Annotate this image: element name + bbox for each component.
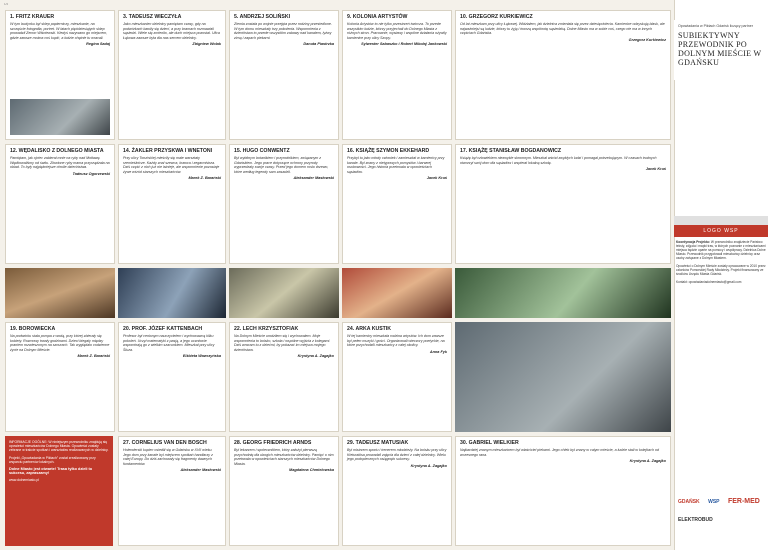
story-card: 15. HUGO CONWENTZ Był wybitnym botanikiem i przyrodnikiem, związanym z Gdańskiem. Jego prace dotyczące ochrony przyrody wyprzedzały swoje czasy. Przed jego domem rosło drzewo, które według legendy sam zasadził. Aleksander Masłowski <box>229 144 339 264</box>
story-card: 20. PROF. JÓZEF KATTENBACH Profesor był cenionym nauczycielem i wychowawcą kilku pokoleń. Uczył matematyki z pasją, a jego uczniowie wspominają go z wielkim szacunkiem. Mieszkał przy ulicy Śluza. Elżbieta Wawrzyńska <box>118 322 226 432</box>
photo-panorama <box>455 322 671 432</box>
story-card: 10. GRZEGORZ KURKIEWICZ Od lat mieszkam przy ulicy Łąkowej. Widziałem, jak dzielnica zmieniała się przez dziesięciolecia. Kamienice odzyskują blask, ale najważniejsi są ludzie, którzy tu żyją i tworzą wspólnotę sąsiedzką. Dolne Miasto ma w sobie coś, czego nie ma w innych częściach Gdańska. Grzegorz Kurkiewicz <box>455 10 671 140</box>
story-card: 30. GABRIEL WIELKIER Najbardziej znanym mieszkańcem był właściciel piekarni. Jego chleb był znany w całym mieście, a ludzie stali w kolejkach od wczesnego rana. Krystyna A. Zagajko <box>455 436 671 546</box>
story-card: 5. ANDRZEJ SOLIŃSKI Ziemia została po wojnie przejęta przez rodziny przesiedlone. W tym domu mieszkały trzy pokolenia. Wspomnienia z dzieciństwa to przede wszystkim zabawy nad kanałem, łyżwy zimą i zapach piekarni. Danuta Piastrzka <box>229 10 339 140</box>
sponsor-logo: WSP <box>708 499 720 505</box>
info-panel: INFORMACJE OGÓLNE: W niniejszym przewodniku znajdują się opowieści mieszkańców Dolnego Miasta. Opowieści zostały zebrane w trakcie spotkań i warsztatów realizowanych w dzielnicy. Projekt „Opowiadania w Piktach” został zrealizowany przy wsparciu partnerów lokalnych. Dolne Miasto jest otwarte! Trasa tylko dzieli to sukcesu, zapraszamy! www.dolnemiasto.pl <box>5 436 113 546</box>
sponsor-logo: GDAŃSK <box>678 499 700 505</box>
story-card: 19. BOROWIECKA Na podwórku stała pompa z wodą, przy której zbierały się kobiety. Rozmowy trwały godzinami. Dzieci biegały między praniem rozwieszonym na sznurach. Tak wyglądało codzienne życie na Dolnym Mieście. Marek Z. Barański <box>5 322 115 432</box>
story-card: 17. KSIĄŻĘ STANISŁAW BOGDANOWICZ Książę był człowiekiem niezwykle skromnym. Mieszkał wśród zwykłych ludzi i pomagał potrzebującym. W czasach trudnych otworzył swój dom dla sąsiadów i wspierał lokalną szkołę. Jacek Kruś <box>455 144 671 264</box>
story-card: 28. GEORG FRIEDRICH ARNDS Był lekarzem i społecznikiem, który założył pierwszą przychodnię dla ubogich mieszkańców dzielnicy. Pamięć o nim przetrwała w opowieściach starszych mieszkańców Dolnego Miasta. Magdalena Chmielowska <box>229 436 339 546</box>
story-card: 9. KOLONIA ARTYSTÓW Kolonia Artystów to nie tylko przestrzeń twórcza. To przede wszystkim ludzie, którzy przyjechali do Dolnego Miasta z różnych stron. Pracownie, wystawy i wspólne działania ożywiły kamienice przy ulicy Szopy. Sylwester Sabaszko i Robert Mikołaj Jankowski <box>342 10 452 140</box>
cover-title-box: Opowiadania w Piktach Gdańsk liczący partner SUBIEKTYWNY PRZEWODNIK PO DOLNYM MIEŚCIE W GDAŃSKU <box>674 20 768 80</box>
story-photo <box>10 99 110 135</box>
crop-mark-left: 1/2 <box>4 2 9 6</box>
sponsor-logos <box>676 490 766 544</box>
sponsor-logo: FER-MED <box>727 498 760 505</box>
sponsor-logo: ELEKTROBUD <box>678 517 713 523</box>
story-card: 22. LECH KRZYSZTOFIAK Na Dolnym Mieście urodziłem się i wychowałem. Moje wspomnienia to boisko, szkoła i wspólne wyjścia z kolegami. Dziś wracam tu z dziećmi, by pokazać im miejsca mojego dzieciństwa. Krystyna A. Zagajko <box>229 322 339 432</box>
photo-canal <box>455 268 671 318</box>
guide-title: SUBIEKTYWNY PRZEWODNIK PO DOLNYM MIEŚCIE W GDAŃSKU <box>678 31 762 67</box>
photo-courtyard <box>229 268 339 318</box>
story-card: 14. ŻAKLER PRZYSKWA I WNETONI Przy ulicy Toruńskiej mieściły się małe warsztaty rzemieślnicze. Każdy znał szewca, krawca i zegarmistrza. Dziś część z nich już nie istnieje, ale wspomnienie pozostaje żywe wśród starszych mieszkańców. Marek Z. Barański <box>118 144 226 264</box>
story-card: 12. WĘDALISKO Z DOLNEGO MIASTA Pamiętam, jak ojciec zabierał mnie na ryby nad Motławę. Wędkowaliśmy od świtu. Złowione ryby mama przyrządzała na obiad. To były najpiękniejsze chwile dzieciństwa. Tadeusz Ogorzewski <box>5 144 115 264</box>
photo-portrait <box>342 268 452 318</box>
title-banner: LOGO WSP <box>674 225 768 237</box>
story-card: 16. KSIĄŻĘ SZYMON EKKEHARD Przybył tu jako młody człowiek i zamieszkał w kamienicy przy kanale. Był znany z nietypowych pomysłów i barwnej osobowości. Jego historia przetrwała w opowieściach sąsiadów. Jacek Kruś <box>342 144 452 264</box>
photo-building <box>118 268 226 318</box>
story-card: 24. ARKA KUSTIK W tej kamienicy mieszkała rodzina artystów. Ich dom zawsze był pełen muzyki i gości. Organizowali wieczory poetyckie, na które przychodzili mieszkańcy z całej okolicy. Anna Fyk <box>342 322 452 432</box>
photo-street <box>5 268 115 318</box>
story-card: 3. TADEUSZ WIECZYŁA Jako mieszkaniec dzielnicy pamiętam czasy, gdy na podwórkach bawiły się dzieci, a przy bramach rozmawiali sąsiedzi. Wiele się zmieniło, ale duch miejsca pozostał. Ulica Łąkowa zawsze była dla nas sercem dzielnicy. Zbigniew Wolak <box>118 10 226 140</box>
credits-text: Koordynacja Projektu: W przewodniku znajdziecie Państwo teksty, zdjęcia i mapki tras, w których poznanie z mieszkańcami miejsca będzie oparte na pomocy i współpracy. Dzielnica Dolne Miasto. Przewodnik przygotowali mieszkańcy dzielnicy oraz osoby związane z Dolnym Miastem. Opowieści o Dolnym Mieście zostały opracowane w 2010 przez członków Pomorskiej Rady Młodzieży. Projekt finansowany ze środków Urzędu Miasta Gdańsk. Kontakt: opowiadaniadolnemiasto@gmail.com <box>676 240 766 284</box>
story-card: 29. TADEUSZ MATUSIAK Był mistrzem sportu i trenerem młodzieży. Na boisku przy ulicy Kieturakisa prowadził zajęcia dla dzieci z całej dzielnicy. Wielu jego podopiecznych osiągnęło sukcesy. Krystyna A. Zagajko <box>342 436 452 546</box>
story-card: 27. CORNELIUS VAN DEN BOSCH Holenderski kupiec osiedlił się w Gdańsku w XVII wieku. Jego dom przy kanale był miejscem spotkań handlarzy z całej Europy. Do dziś zachowały się fragmenty dawnych fundamentów. Aleksander Masłowski <box>118 436 226 546</box>
story-card: 1. FRITZ KRAUER W tym budynku był sklep papierniczy, mieszkanie, na szczęście fotografia, portret. W latach pięćdziesiątych sklep prowadził Zenon Wiśniewski. Kiedyś nazywano go miejscem, gdzie zawsze można coś kupić, a ludzie chętnie tu wracali. Regina Sadaj <box>5 10 115 140</box>
